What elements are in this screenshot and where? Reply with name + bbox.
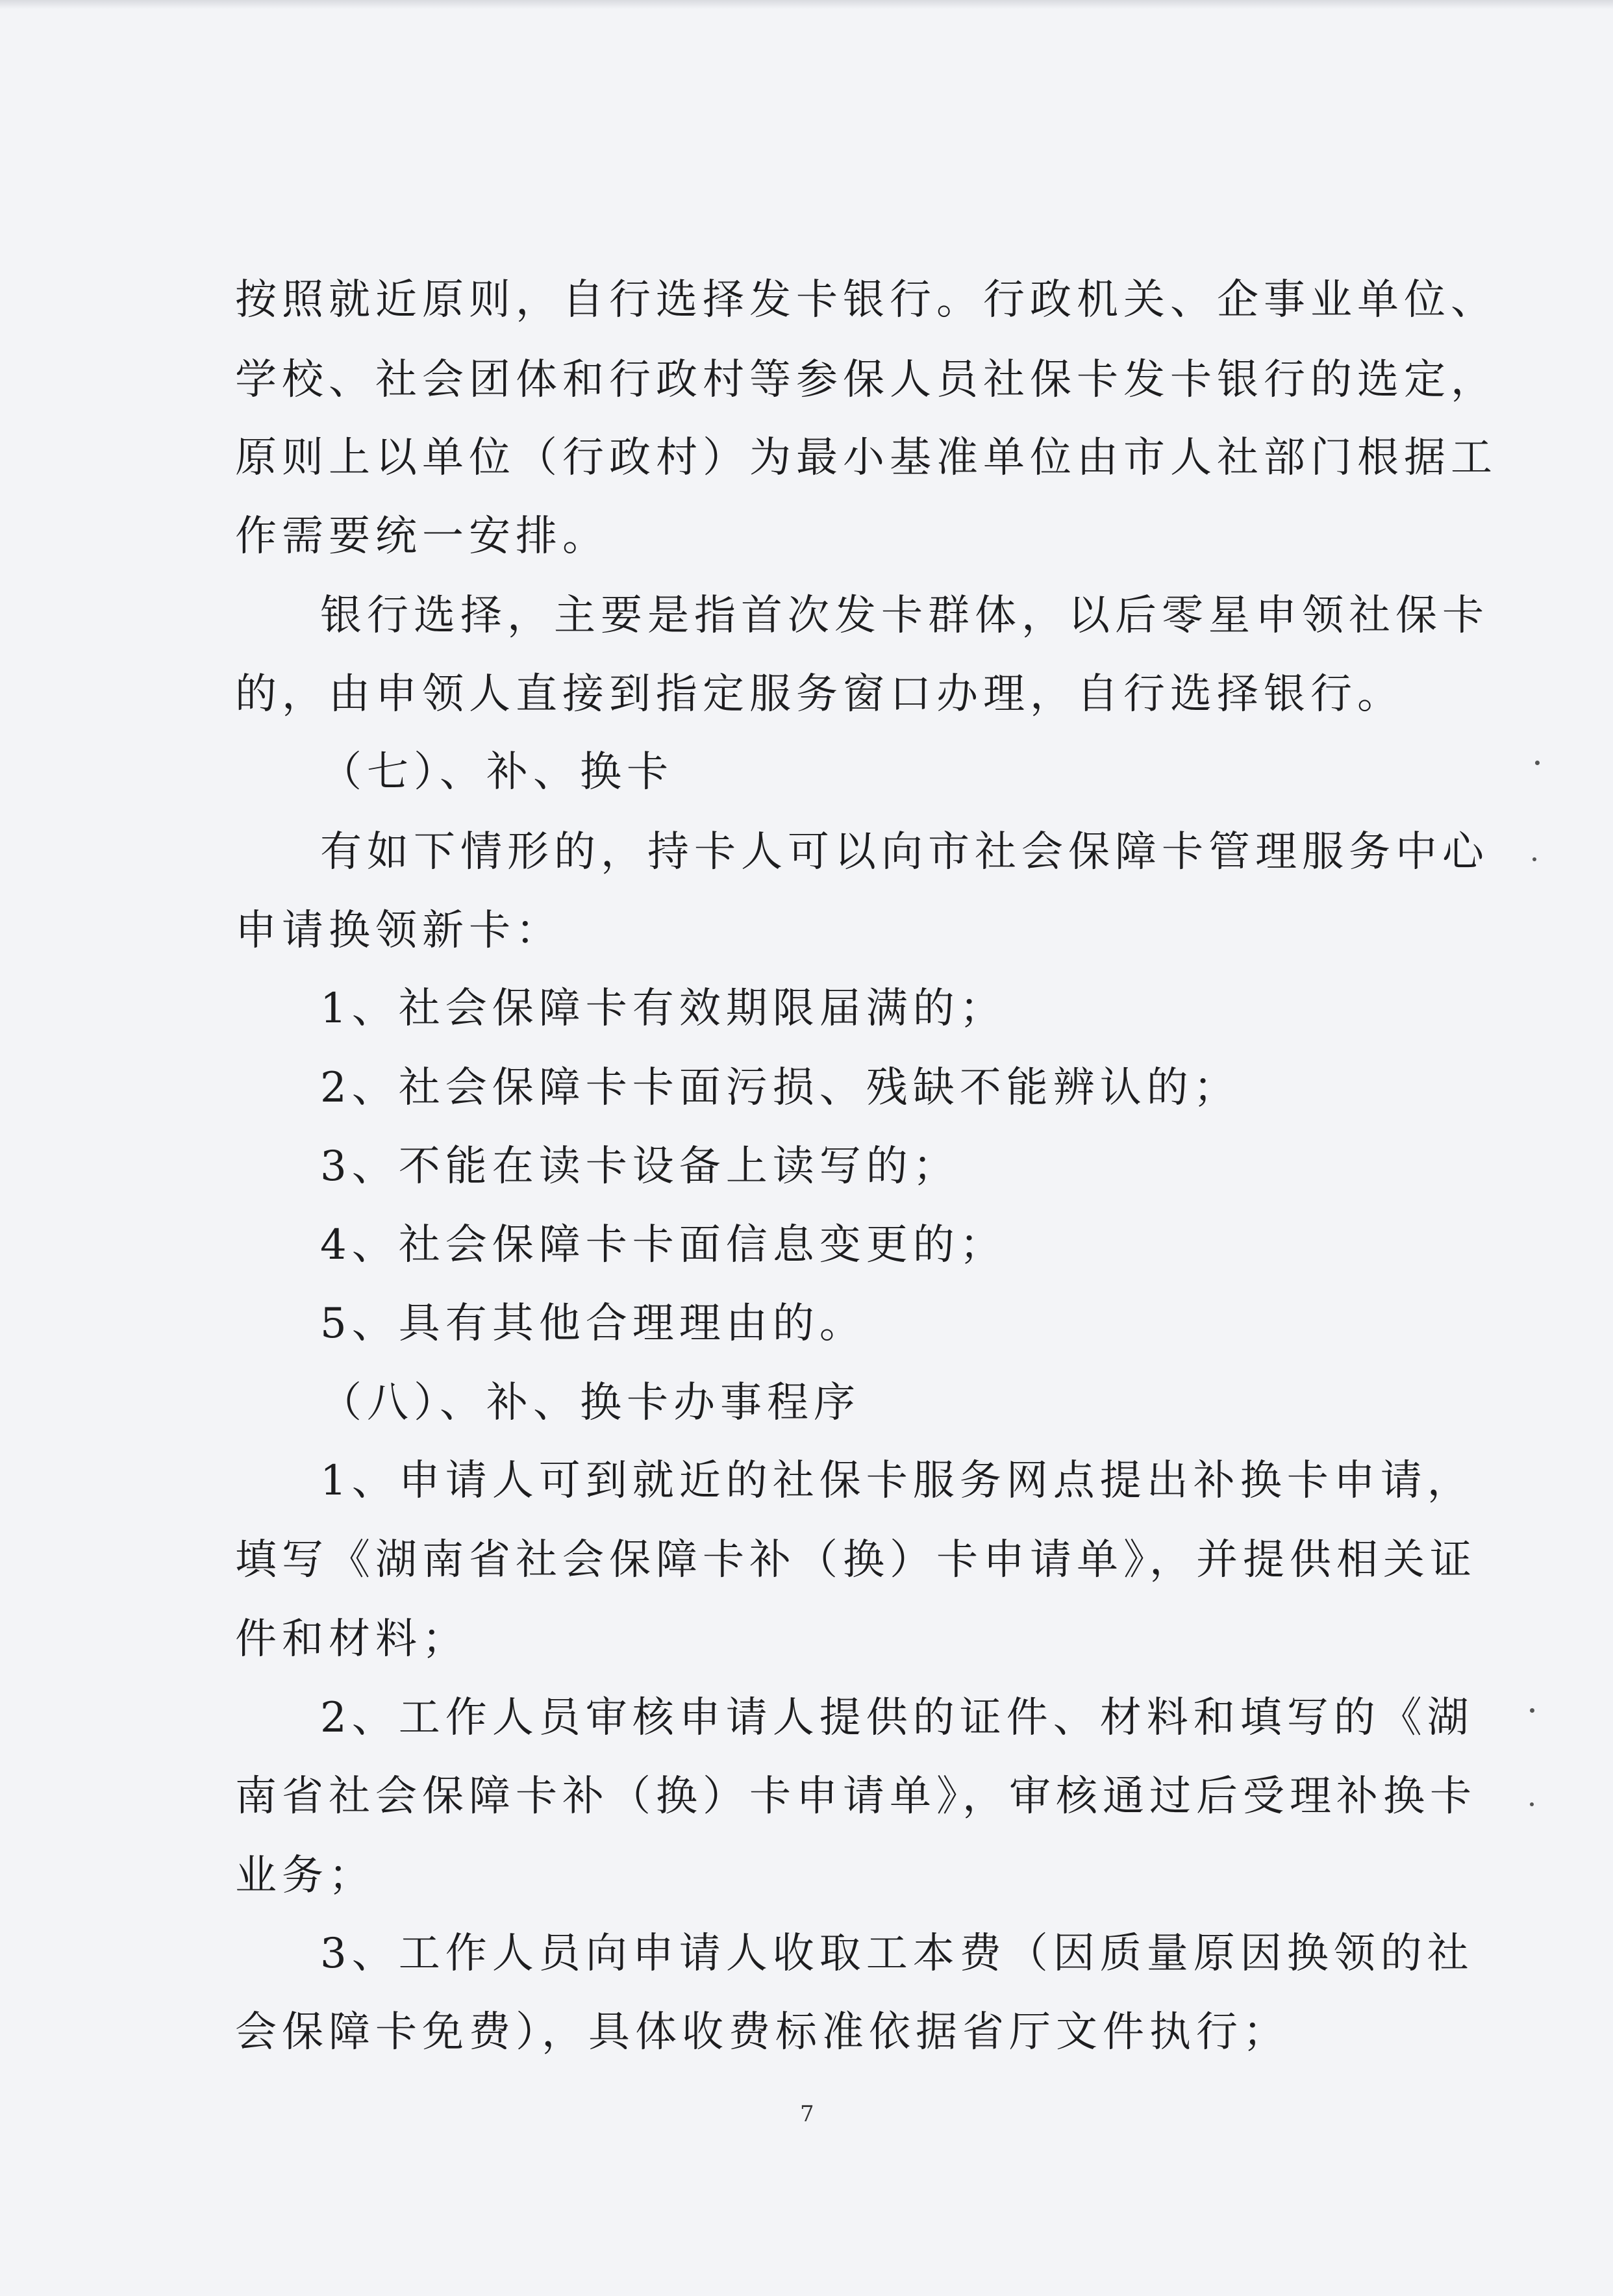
page-number: 7	[800, 2101, 814, 2127]
list-item: 4、社会保障卡卡面信息变更的；	[320, 1221, 1007, 1269]
scan-speck	[1530, 1708, 1534, 1713]
scan-edge-shadow	[0, 0, 1613, 9]
text-line: 按照就近原则，自行选择发卡银行。行政机关、企事业单位、	[235, 276, 1497, 324]
scan-speck	[1530, 1802, 1534, 1806]
scan-speck	[1532, 857, 1536, 861]
text-line: 1、申请人可到就近的社保卡服务网点提出补换卡申请，	[320, 1457, 1474, 1505]
text-line: 学校、社会团体和行政村等参保人员社保卡发卡银行的选定，	[235, 356, 1497, 404]
section-heading: （七）、补、换卡	[320, 748, 673, 796]
text-line: 2、工作人员审核申请人提供的证件、材料和填写的《湖	[320, 1694, 1474, 1742]
scan-speck	[1535, 761, 1540, 765]
list-item: 1、社会保障卡有效期限届满的；	[320, 985, 1007, 1033]
text-line: 件和材料；	[235, 1615, 469, 1663]
text-line: 原则上以单位（行政村）为最小基准单位由市人社部门根据工	[235, 434, 1497, 482]
text-line: 银行选择，主要是指首次发卡群体，以后零星申领社保卡	[320, 592, 1489, 640]
text-line: 业务；	[235, 1852, 375, 1900]
text-line: 申请换领新卡：	[235, 907, 562, 955]
list-item: 3、不能在读卡设备上读写的；	[320, 1142, 960, 1191]
text-line: 填写《湖南省社会保障卡补（换）卡申请单》，并提供相关证	[235, 1536, 1477, 1584]
text-line: 有如下情形的，持卡人可以向市社会保障卡管理服务中心	[320, 828, 1489, 876]
text-line: 南省社会保障卡补（换）卡申请单》，审核通过后受理补换卡	[235, 1772, 1477, 1821]
list-item: 2、社会保障卡卡面污损、残缺不能辨认的；	[320, 1064, 1240, 1112]
text-line: 作需要统一安排。	[235, 512, 609, 561]
section-heading: （八）、补、换卡办事程序	[320, 1379, 860, 1427]
text-line: 的，由申领人直接到指定服务窗口办理，自行选择银行。	[235, 670, 1404, 718]
list-item: 5、具有其他合理理由的。	[320, 1300, 866, 1348]
text-line: 会保障卡免费），具体收费标准依据省厅文件执行；	[235, 2008, 1290, 2056]
text-line: 3、工作人员向申请人收取工本费（因质量原因换领的社	[320, 1930, 1474, 1978]
